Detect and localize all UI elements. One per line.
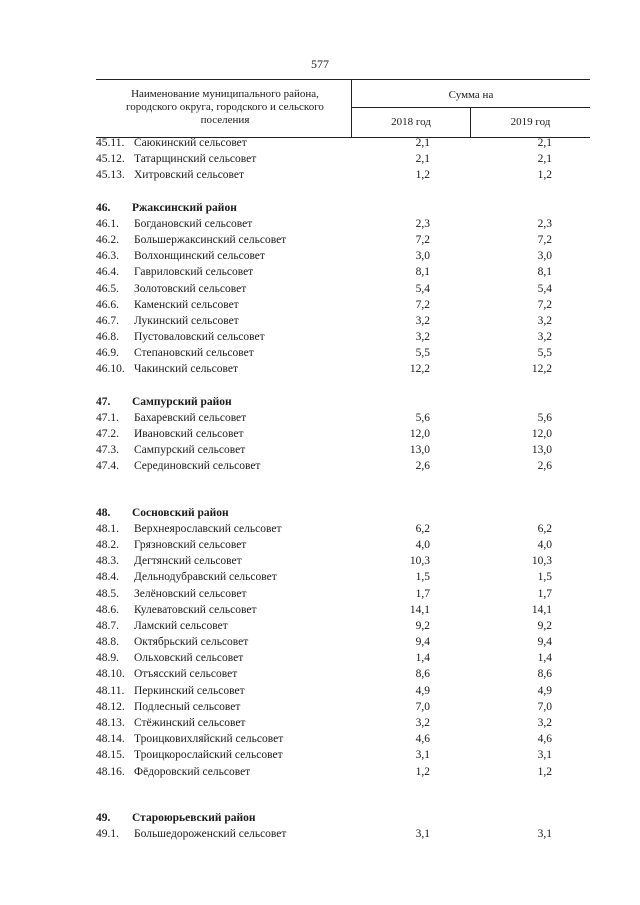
row-number: 47.2. xyxy=(96,428,119,440)
row-number: 46.1. xyxy=(96,217,119,230)
row-number: 46.3. xyxy=(96,250,119,263)
value-2019: 12,2 xyxy=(531,363,552,376)
row-number: 48.9. xyxy=(96,652,119,665)
table-row xyxy=(0,283,640,299)
row-number: 48.12. xyxy=(96,700,125,713)
value-2018: 8,1 xyxy=(415,266,430,279)
table-row xyxy=(0,588,640,604)
value-2019: 3,2 xyxy=(537,717,552,729)
value-2019: 5,5 xyxy=(537,347,552,360)
value-2019: 12,0 xyxy=(531,428,552,440)
value-2018: 3,0 xyxy=(415,250,430,263)
row-number: 45.11. xyxy=(96,137,125,149)
settlement-name: Ламский сельсовет xyxy=(134,619,228,632)
value-2018: 3,2 xyxy=(415,331,430,344)
table-row xyxy=(0,347,640,363)
settlement-name: Гавриловский сельсовет xyxy=(134,266,254,279)
row-number: 48.3. xyxy=(96,555,119,568)
value-2018: 2,1 xyxy=(415,153,430,166)
row-number: 48.15. xyxy=(96,749,125,762)
value-2019: 3,1 xyxy=(537,749,552,762)
settlement-name: Большержаксинский сельсовет xyxy=(134,233,287,246)
settlement-name: Троицковихляйский сельсовет xyxy=(134,733,284,746)
row-number: 48.8. xyxy=(96,636,119,649)
table-row xyxy=(0,733,640,749)
value-2019: 1,4 xyxy=(537,652,552,665)
value-2019: 2,6 xyxy=(537,460,552,473)
value-2018: 5,5 xyxy=(415,347,430,360)
row-spacer xyxy=(0,186,640,202)
value-2019: 14,1 xyxy=(531,603,552,616)
settlement-name: Октябрьский сельсовет xyxy=(134,636,249,649)
value-2018: 2,3 xyxy=(415,217,430,230)
value-2018: 6,2 xyxy=(415,522,430,535)
settlement-name: Пустоваловский сельсовет xyxy=(134,331,265,344)
row-spacer xyxy=(0,782,640,812)
value-2018: 9,4 xyxy=(415,636,430,649)
header-top-rule xyxy=(96,79,590,80)
row-number: 48.5. xyxy=(96,587,119,600)
table-row xyxy=(0,428,640,444)
settlement-name: Перкинский сельсовет xyxy=(134,684,245,697)
table-row xyxy=(0,363,640,379)
table-row xyxy=(0,604,640,620)
settlement-name: Большедороженский сельсовет xyxy=(134,827,287,840)
settlement-name: Дельнодубравский сельсовет xyxy=(134,571,277,584)
table-row xyxy=(0,652,640,668)
table-row xyxy=(0,234,640,250)
value-2018: 5,6 xyxy=(415,411,430,424)
value-2019: 3,2 xyxy=(537,314,552,327)
value-2019: 2,3 xyxy=(537,217,552,230)
section-number: 48. xyxy=(96,506,111,519)
table-row xyxy=(0,299,640,315)
row-number: 48.6. xyxy=(96,603,119,616)
row-number: 48.4. xyxy=(96,571,119,584)
value-2018: 3,2 xyxy=(415,717,430,729)
settlement-name: Верхнеярославский сельсовет xyxy=(134,522,282,535)
value-2019: 1,5 xyxy=(537,571,552,584)
section-name: Сосновский район xyxy=(132,506,229,519)
value-2018: 12,0 xyxy=(409,428,430,440)
settlement-name: Хитровский сельсовет xyxy=(134,169,245,182)
row-number: 45.13. xyxy=(96,169,125,182)
section-name: Староюрьевский район xyxy=(132,811,256,824)
row-spacer xyxy=(0,477,640,507)
value-2019: 7,2 xyxy=(537,298,552,311)
table-row xyxy=(0,636,640,652)
section-heading xyxy=(0,396,640,412)
year-2019-header: 2019 год xyxy=(510,116,551,128)
row-number: 46.10. xyxy=(96,363,125,376)
section-number: 49. xyxy=(96,811,111,824)
settlement-name: Лукинский сельсовет xyxy=(134,314,239,327)
table-row xyxy=(0,169,640,185)
page-number: 577 xyxy=(311,57,329,71)
value-2018: 8,6 xyxy=(415,668,430,681)
table-row xyxy=(0,331,640,347)
table-row xyxy=(0,749,640,765)
value-2019: 4,6 xyxy=(537,733,552,746)
table-row xyxy=(0,717,640,733)
table-row xyxy=(0,137,640,153)
row-number: 48.11. xyxy=(96,684,125,697)
row-number: 48.16. xyxy=(96,765,125,778)
table-row xyxy=(0,701,640,717)
value-2018: 2,1 xyxy=(415,137,430,149)
settlement-name: Ивановский сельсовет xyxy=(134,428,244,440)
settlement-name: Грязновский сельсовет xyxy=(134,538,247,551)
table-row xyxy=(0,315,640,331)
value-2019: 6,2 xyxy=(537,522,552,535)
settlement-name: Сампурский сельсовет xyxy=(134,444,246,457)
value-2018: 13,0 xyxy=(409,444,430,457)
value-2019: 10,3 xyxy=(531,555,552,568)
row-number: 46.6. xyxy=(96,298,119,311)
row-number: 49.1. xyxy=(96,827,119,840)
sum-column-header: Сумма на xyxy=(448,89,494,101)
value-2018: 12,2 xyxy=(409,363,430,376)
value-2019: 4,9 xyxy=(537,684,552,697)
value-2019: 13,0 xyxy=(531,444,552,457)
settlement-name: Степановский сельсовет xyxy=(134,347,254,360)
table-row xyxy=(0,828,640,844)
value-2019: 3,0 xyxy=(537,250,552,263)
table-row xyxy=(0,266,640,282)
value-2018: 1,2 xyxy=(415,765,430,778)
value-2019: 5,6 xyxy=(537,411,552,424)
value-2019: 9,4 xyxy=(537,636,552,649)
table-row xyxy=(0,555,640,571)
value-2019: 2,1 xyxy=(537,137,552,149)
row-number: 47.4. xyxy=(96,460,119,473)
row-number: 46.7. xyxy=(96,314,119,327)
value-2018: 4,6 xyxy=(415,733,430,746)
row-number: 48.7. xyxy=(96,619,119,632)
value-2018: 3,1 xyxy=(415,827,430,840)
section-name: Сампурский район xyxy=(132,395,232,408)
row-number: 45.12. xyxy=(96,153,125,166)
value-2018: 2,6 xyxy=(415,460,430,473)
settlement-name: Троицкорослайский сельсовет xyxy=(134,749,283,762)
value-2019: 7,2 xyxy=(537,233,552,246)
settlement-name: Татарщинский сельсовет xyxy=(134,153,257,166)
row-number: 48.10. xyxy=(96,668,125,681)
value-2019: 5,4 xyxy=(537,282,552,295)
row-number: 47.3. xyxy=(96,444,119,457)
value-2019: 2,1 xyxy=(537,153,552,166)
table-row xyxy=(0,620,640,636)
value-2019: 1,7 xyxy=(537,587,552,600)
table-row xyxy=(0,571,640,587)
settlement-name: Бахаревский сельсовет xyxy=(134,411,247,424)
table-row xyxy=(0,218,640,234)
value-2019: 9,2 xyxy=(537,619,552,632)
table-row xyxy=(0,766,640,782)
table-row xyxy=(0,668,640,684)
settlement-name: Волхонщинский сельсовет xyxy=(134,250,265,263)
row-number: 46.8. xyxy=(96,331,119,344)
table-body xyxy=(0,137,640,844)
value-2018: 7,0 xyxy=(415,700,430,713)
value-2018: 10,3 xyxy=(409,555,430,568)
section-number: 47. xyxy=(96,395,111,408)
table-row xyxy=(0,685,640,701)
value-2019: 3,1 xyxy=(537,827,552,840)
value-2019: 7,0 xyxy=(537,700,552,713)
value-2018: 1,2 xyxy=(415,169,430,182)
value-2019: 4,0 xyxy=(537,538,552,551)
table-row xyxy=(0,153,640,169)
name-column-header: Наименование муниципального района, городского округа, городского и сельского поселения xyxy=(126,88,324,126)
value-2018: 4,9 xyxy=(415,684,430,697)
settlement-name: Отъясский сельсовет xyxy=(134,668,238,681)
settlement-name: Стёжинский сельсовет xyxy=(134,717,246,729)
row-number: 46.2. xyxy=(96,233,119,246)
table-row xyxy=(0,412,640,428)
row-number: 48.2. xyxy=(96,538,119,551)
settlement-name: Чакинский сельсовет xyxy=(134,363,239,376)
row-number: 48.13. xyxy=(96,717,125,729)
section-heading xyxy=(0,812,640,828)
value-2018: 5,4 xyxy=(415,282,430,295)
settlement-name: Серединовский сельсовет xyxy=(134,460,261,473)
value-2019: 1,2 xyxy=(537,765,552,778)
settlement-name: Дегтянский сельсовет xyxy=(134,555,242,568)
table-row xyxy=(0,539,640,555)
value-2018: 3,1 xyxy=(415,749,430,762)
row-number: 46.9. xyxy=(96,347,119,360)
section-number: 46. xyxy=(96,201,111,214)
settlement-name: Зелёновский сельсовет xyxy=(134,587,247,600)
value-2019: 8,1 xyxy=(537,266,552,279)
value-2019: 1,2 xyxy=(537,169,552,182)
table-row xyxy=(0,444,640,460)
settlement-name: Подлесный сельсовет xyxy=(134,700,241,713)
value-2018: 4,0 xyxy=(415,538,430,551)
value-2019: 3,2 xyxy=(537,331,552,344)
value-2018: 1,7 xyxy=(415,587,430,600)
value-2019: 8,6 xyxy=(537,668,552,681)
table-row xyxy=(0,460,640,476)
row-number: 48.1. xyxy=(96,522,119,535)
value-2018: 3,2 xyxy=(415,314,430,327)
table-row xyxy=(0,250,640,266)
year-2018-header: 2018 год xyxy=(391,116,431,128)
value-2018: 14,1 xyxy=(409,603,430,616)
section-name: Ржаксинский район xyxy=(132,201,237,214)
value-2018: 9,2 xyxy=(415,619,430,632)
row-number: 47.1. xyxy=(96,411,119,424)
settlement-name: Саюкинский сельсовет xyxy=(134,137,247,149)
value-2018: 1,4 xyxy=(415,652,430,665)
sum-underline xyxy=(352,107,590,108)
settlement-name: Каменский сельсовет xyxy=(134,298,239,311)
settlement-name: Кулеватовский сельсовет xyxy=(134,603,257,616)
settlement-name: Золотовский сельсовет xyxy=(134,282,247,295)
row-spacer xyxy=(0,380,640,396)
settlement-name: Богдановский сельсовет xyxy=(134,217,253,230)
table-row xyxy=(0,523,640,539)
value-2018: 7,2 xyxy=(415,298,430,311)
settlement-name: Фёдоровский сельсовет xyxy=(134,765,251,778)
section-heading xyxy=(0,507,640,523)
value-2018: 7,2 xyxy=(415,233,430,246)
settlement-name: Ольховский сельсовет xyxy=(134,652,244,665)
row-number: 48.14. xyxy=(96,733,125,746)
row-number: 46.4. xyxy=(96,266,119,279)
value-2018: 1,5 xyxy=(415,571,430,584)
section-heading xyxy=(0,202,640,218)
row-number: 46.5. xyxy=(96,282,119,295)
